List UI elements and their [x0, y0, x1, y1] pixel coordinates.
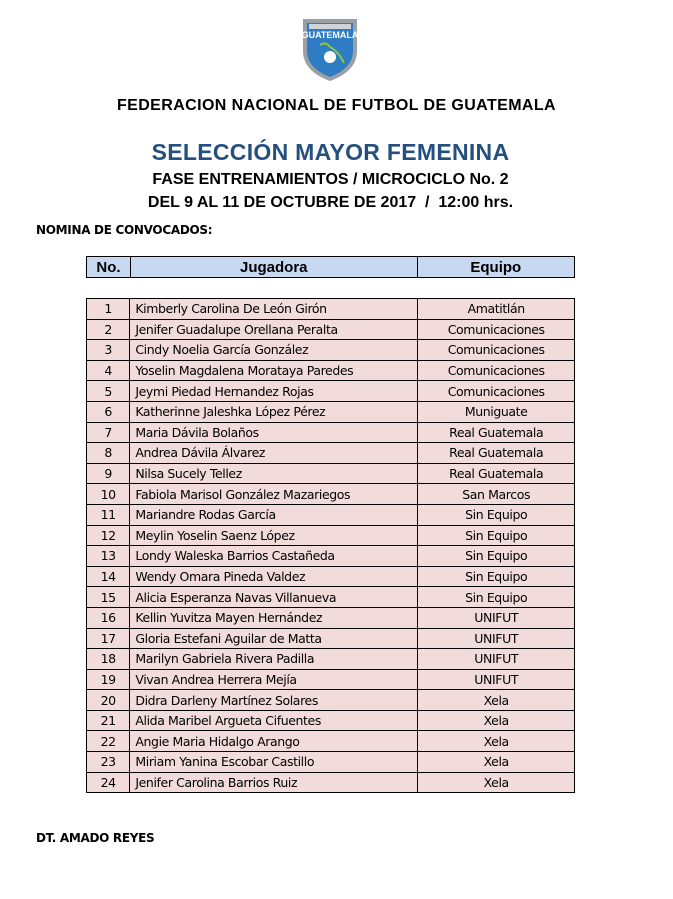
player-name: Cindy Noelia García González	[130, 340, 418, 361]
table-row	[87, 340, 575, 361]
player-name: Andrea Dávila Álvarez	[130, 443, 418, 464]
team-name: San Marcos	[418, 484, 575, 505]
table-row	[87, 628, 575, 649]
date-subtitle: DEL 9 AL 11 DE OCTUBRE DE 2017 / 12:00 hrs.	[147, 194, 514, 211]
table-row	[87, 566, 575, 587]
phase-subtitle: FASE ENTRENAMIENTOS / MICROCICLO No. 2	[152, 171, 509, 188]
player-name: Katherinne Jaleshka López Pérez	[130, 401, 418, 422]
section-label: NOMINA DE CONVOCADOS:	[36, 223, 213, 237]
table-row	[87, 381, 575, 402]
table-header	[86, 256, 575, 278]
table-row	[87, 752, 575, 773]
header-team: Equipo	[417, 257, 574, 278]
row-number: 8	[87, 443, 130, 464]
row-number: 7	[87, 422, 130, 443]
player-name: Kellin Yuvitza Mayen Hernández	[130, 607, 418, 628]
player-name: Marilyn Gabriela Rivera Padilla	[130, 649, 418, 670]
row-number: 5	[87, 381, 130, 402]
row-number: 6	[87, 401, 130, 422]
team-name: Real Guatemala	[418, 422, 575, 443]
row-number: 3	[87, 340, 130, 361]
table-row	[87, 546, 575, 567]
page-title: SELECCIÓN MAYOR FEMENINA	[151, 139, 510, 165]
team-name: Real Guatemala	[418, 443, 575, 464]
player-name: Alida Maribel Argueta Cifuentes	[130, 710, 418, 731]
table-row	[87, 772, 575, 793]
row-number: 12	[87, 525, 130, 546]
player-name: Yoselin Magdalena Morataya Paredes	[130, 360, 418, 381]
team-name: Xela	[418, 752, 575, 773]
table-row	[87, 649, 575, 670]
team-name: Amatitlán	[418, 299, 575, 320]
row-number: 17	[87, 628, 130, 649]
table-row	[87, 525, 575, 546]
player-name: Maria Dávila Bolaños	[130, 422, 418, 443]
header-no: No.	[87, 257, 131, 278]
shield-crest-icon	[300, 15, 360, 83]
player-name: Mariandre Rodas García	[130, 504, 418, 525]
row-number: 15	[87, 587, 130, 608]
team-name: Xela	[418, 772, 575, 793]
player-name: Angie Maria Hidalgo Arango	[130, 731, 418, 752]
row-number: 24	[87, 772, 130, 793]
team-name: UNIFUT	[418, 607, 575, 628]
table-row	[87, 299, 575, 320]
player-name: Kimberly Carolina De León Girón	[130, 299, 418, 320]
player-name: Vivan Andrea Herrera Mejía	[130, 669, 418, 690]
table-row	[87, 587, 575, 608]
federation-logo	[300, 15, 360, 83]
svg-text:GUATEMALA: GUATEMALA	[301, 30, 359, 40]
player-name: Jenifer Carolina Barrios Ruiz	[130, 772, 418, 793]
table-row	[87, 401, 575, 422]
table-row	[87, 443, 575, 464]
team-name: Xela	[418, 710, 575, 731]
table-row	[87, 319, 575, 340]
team-name: Real Guatemala	[418, 463, 575, 484]
table-row	[87, 463, 575, 484]
row-number: 14	[87, 566, 130, 587]
federation-name: FEDERACION NACIONAL DE FUTBOL DE GUATEMALA	[116, 97, 557, 114]
row-number: 2	[87, 319, 130, 340]
row-number: 19	[87, 669, 130, 690]
table-row	[87, 607, 575, 628]
team-name: Xela	[418, 731, 575, 752]
player-name: Fabiola Marisol González Mazariegos	[130, 484, 418, 505]
player-name: Didra Darleny Martínez Solares	[130, 690, 418, 711]
team-name: UNIFUT	[418, 649, 575, 670]
player-name: Gloria Estefani Aguilar de Matta	[130, 628, 418, 649]
team-name: UNIFUT	[418, 669, 575, 690]
player-name: Wendy Omara Pineda Valdez	[130, 566, 418, 587]
row-number: 16	[87, 607, 130, 628]
team-name: Sin Equipo	[418, 504, 575, 525]
row-number: 20	[87, 690, 130, 711]
player-name: Nilsa Sucely Tellez	[130, 463, 418, 484]
player-name: Meylin Yoselin Saenz López	[130, 525, 418, 546]
row-number: 22	[87, 731, 130, 752]
coach-signature: DT. AMADO REYES	[36, 831, 155, 845]
player-name: Jeymi Piedad Hernandez Rojas	[130, 381, 418, 402]
row-number: 21	[87, 710, 130, 731]
team-name: Sin Equipo	[418, 546, 575, 567]
team-name: Xela	[418, 690, 575, 711]
table-row	[87, 710, 575, 731]
team-name: Sin Equipo	[418, 525, 575, 546]
row-number: 11	[87, 504, 130, 525]
table-row	[87, 669, 575, 690]
team-name: Comunicaciones	[418, 340, 575, 361]
team-name: Muniguate	[418, 401, 575, 422]
player-name: Alicia Esperanza Navas Villanueva	[130, 587, 418, 608]
header-player: Jugadora	[130, 257, 417, 278]
row-number: 13	[87, 546, 130, 567]
players-table	[86, 298, 575, 793]
team-name: Comunicaciones	[418, 360, 575, 381]
table-row	[87, 504, 575, 525]
team-name: Comunicaciones	[418, 319, 575, 340]
team-name: Sin Equipo	[418, 587, 575, 608]
row-number: 9	[87, 463, 130, 484]
player-name: Miriam Yanina Escobar Castillo	[130, 752, 418, 773]
table-row	[87, 422, 575, 443]
table-row	[87, 731, 575, 752]
table-row	[87, 360, 575, 381]
team-name: Comunicaciones	[418, 381, 575, 402]
table-row	[87, 484, 575, 505]
row-number: 1	[87, 299, 130, 320]
row-number: 23	[87, 752, 130, 773]
player-name: Londy Waleska Barrios Castañeda	[130, 546, 418, 567]
row-number: 18	[87, 649, 130, 670]
row-number: 10	[87, 484, 130, 505]
table-row	[87, 690, 575, 711]
player-name: Jenifer Guadalupe Orellana Peralta	[130, 319, 418, 340]
team-name: UNIFUT	[418, 628, 575, 649]
team-name: Sin Equipo	[418, 566, 575, 587]
row-number: 4	[87, 360, 130, 381]
